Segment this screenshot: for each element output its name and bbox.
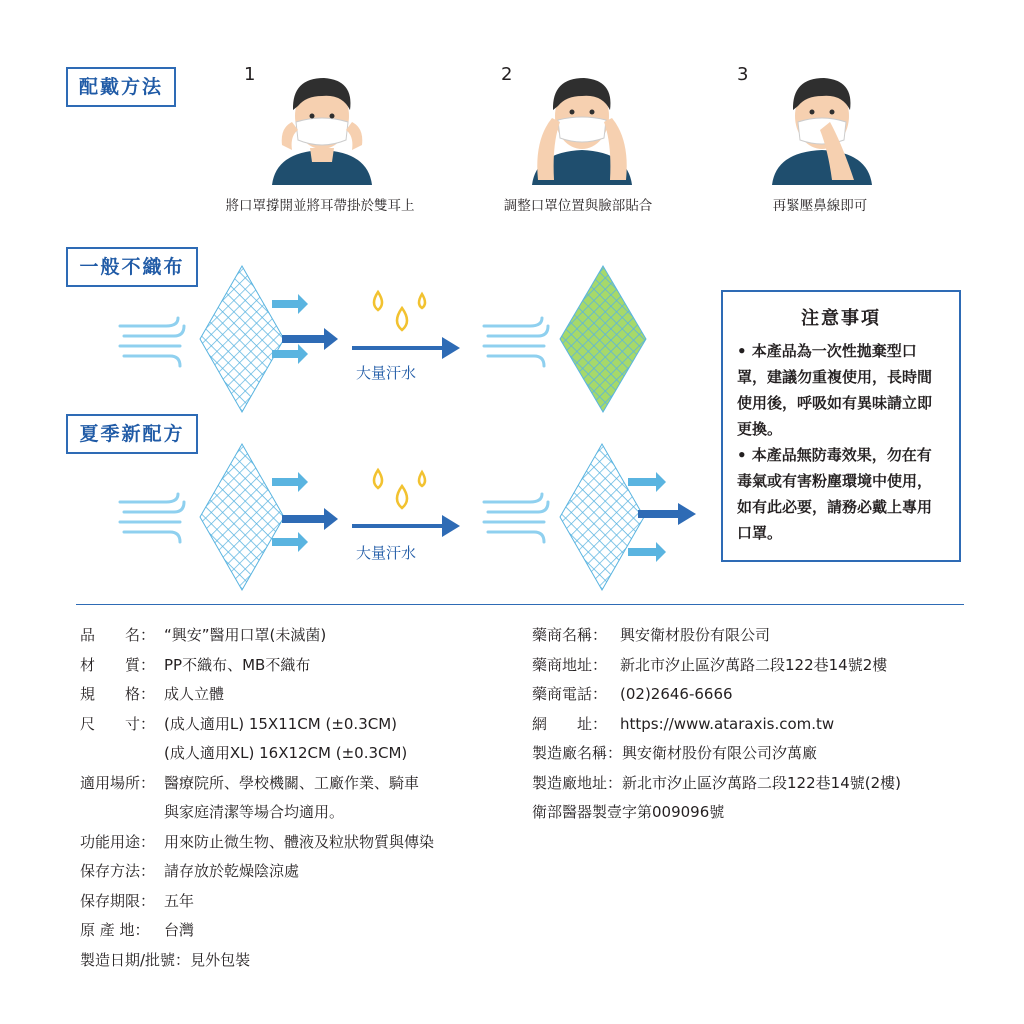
spec-row [80,773,419,793]
spec-row [80,625,326,645]
spec-row [532,684,733,704]
spec-row [532,714,834,734]
large-airflow-arrow-icon [282,328,338,350]
summer-formula-label: 夏季新配方 [66,414,198,454]
spec-key: 藥商名稱： [532,626,608,644]
step-2-caption: 調整口罩位置與臉部貼合 [503,198,653,214]
spec-value: https://www.ataraxis.com.tw [620,714,835,733]
spec-value: 台灣 [164,921,195,939]
spec-value: 見外包裝 [190,950,251,969]
notice-item-2: • 本產品無防毒效果，勿在有毒氣或有害粉塵環境中使用，如有此必要，請務必戴上專用口罩。 [737,446,933,542]
spec-key: 製造日期/批號： [80,950,191,969]
spec-key: 製造廠地址： [532,773,623,792]
spec-value: “興安”醫用口罩(未滅菌) [164,626,327,644]
spec-row [80,684,224,704]
notice-item-1: • 本產品為一次性拋棄型口罩，建議勿重複使用，長時間使用後，呼吸如有異味請立即更換。 [737,342,933,438]
sweat-drops-icon [366,288,430,334]
step-2-number: 2 [501,64,513,85]
spec-key: 適用場所： [80,773,156,792]
spec-key: 品 名： [80,626,156,644]
spec-key: 保存期限： [80,891,156,910]
airflow-through-arrows-icon [628,472,696,562]
spec-row [532,743,817,763]
spec-value: 新北市汐止區汐萬路二段122巷14號(2樓) [622,773,901,792]
wind-icon-after [482,318,552,368]
notice-title: 注意事項 [801,308,881,329]
spec-value: 請存放於乾燥陰涼處 [164,862,300,880]
general-fabric-label: 一般不織布 [66,247,198,287]
spec-row [532,802,724,822]
spec-row [80,891,194,911]
spec-row [80,950,250,970]
spec-value: 新北市汐止區汐萬路二段122巷14號2樓 [620,655,888,674]
spec-key: 尺 寸： [80,714,156,733]
spec-key: 製造廠名稱： [532,744,623,762]
step-1-caption: 將口罩撐開並將耳帶掛於雙耳上 [225,198,415,214]
spec-value: 興安衛材股份有限公司 [620,626,771,644]
spec-key: 規 格： [80,685,156,703]
spec-value: 興安衛材股份有限公司汐萬廠 [622,744,818,762]
notice-box [721,290,961,562]
spec-value: 用來防止微生物、體液及粒狀物質與傳染 [164,832,435,851]
spec-value: PP不織布、MB不織布 [164,655,311,674]
spec-value: (02)2646-6666 [620,685,733,703]
spec-key: 原 產 地： [80,921,150,939]
process-arrow-icon [352,337,460,359]
spec-row [80,802,344,822]
spec-key: 材 質： [80,655,156,674]
spec-key: 藥商電話： [532,685,608,703]
step-3-number: 3 [737,64,749,85]
wearing-method-label: 配戴方法 [66,67,176,107]
spec-row [80,655,310,675]
sweat-label-general: 大量汗水 [356,364,417,382]
spec-key: 網 址： [532,714,608,733]
sweat-drops-summer-icon [366,466,430,512]
step-3-caption: 再緊壓鼻線即可 [772,198,868,214]
person-pressing-nose-wire-step3-icon [762,70,882,185]
spec-row [80,832,434,852]
spec-value: (成人適用L) 15X11CM (±0.3CM) [164,714,398,733]
person-adjusting-mask-step2-icon [522,70,642,185]
spec-row [532,655,887,675]
section-divider [76,604,964,605]
spec-value: 衛部醫器製壹字第009096號 [532,803,725,821]
wind-icon [118,318,188,368]
spec-key: 保存方法： [80,862,156,880]
spec-row [80,714,397,734]
spec-key: 藥商地址： [532,655,608,674]
spec-row [80,920,194,940]
spec-row [532,773,901,793]
spec-value: 五年 [164,891,195,910]
spec-key: 功能用途： [80,832,156,851]
spec-value: (成人適用XL) 16X12CM (±0.3CM) [164,744,408,762]
process-arrow-summer-icon [352,515,460,537]
large-airflow-arrow-summer-icon [282,508,338,530]
wind-icon-summer [118,494,188,544]
person-wearing-mask-step1-icon [262,70,382,185]
sweat-label-summer: 大量汗水 [356,544,417,562]
spec-row [532,625,770,645]
spec-row [80,861,299,881]
spec-value: 與家庭清潔等場合均適用。 [164,803,345,821]
step-1-number: 1 [244,64,256,85]
spec-value: 醫療院所、學校機關、工廠作業、騎車 [164,773,420,792]
spec-value: 成人立體 [164,685,225,703]
mesh-fabric-clogged-icon [560,266,646,412]
spec-row [80,743,407,763]
wind-icon-summer-after [482,494,552,544]
